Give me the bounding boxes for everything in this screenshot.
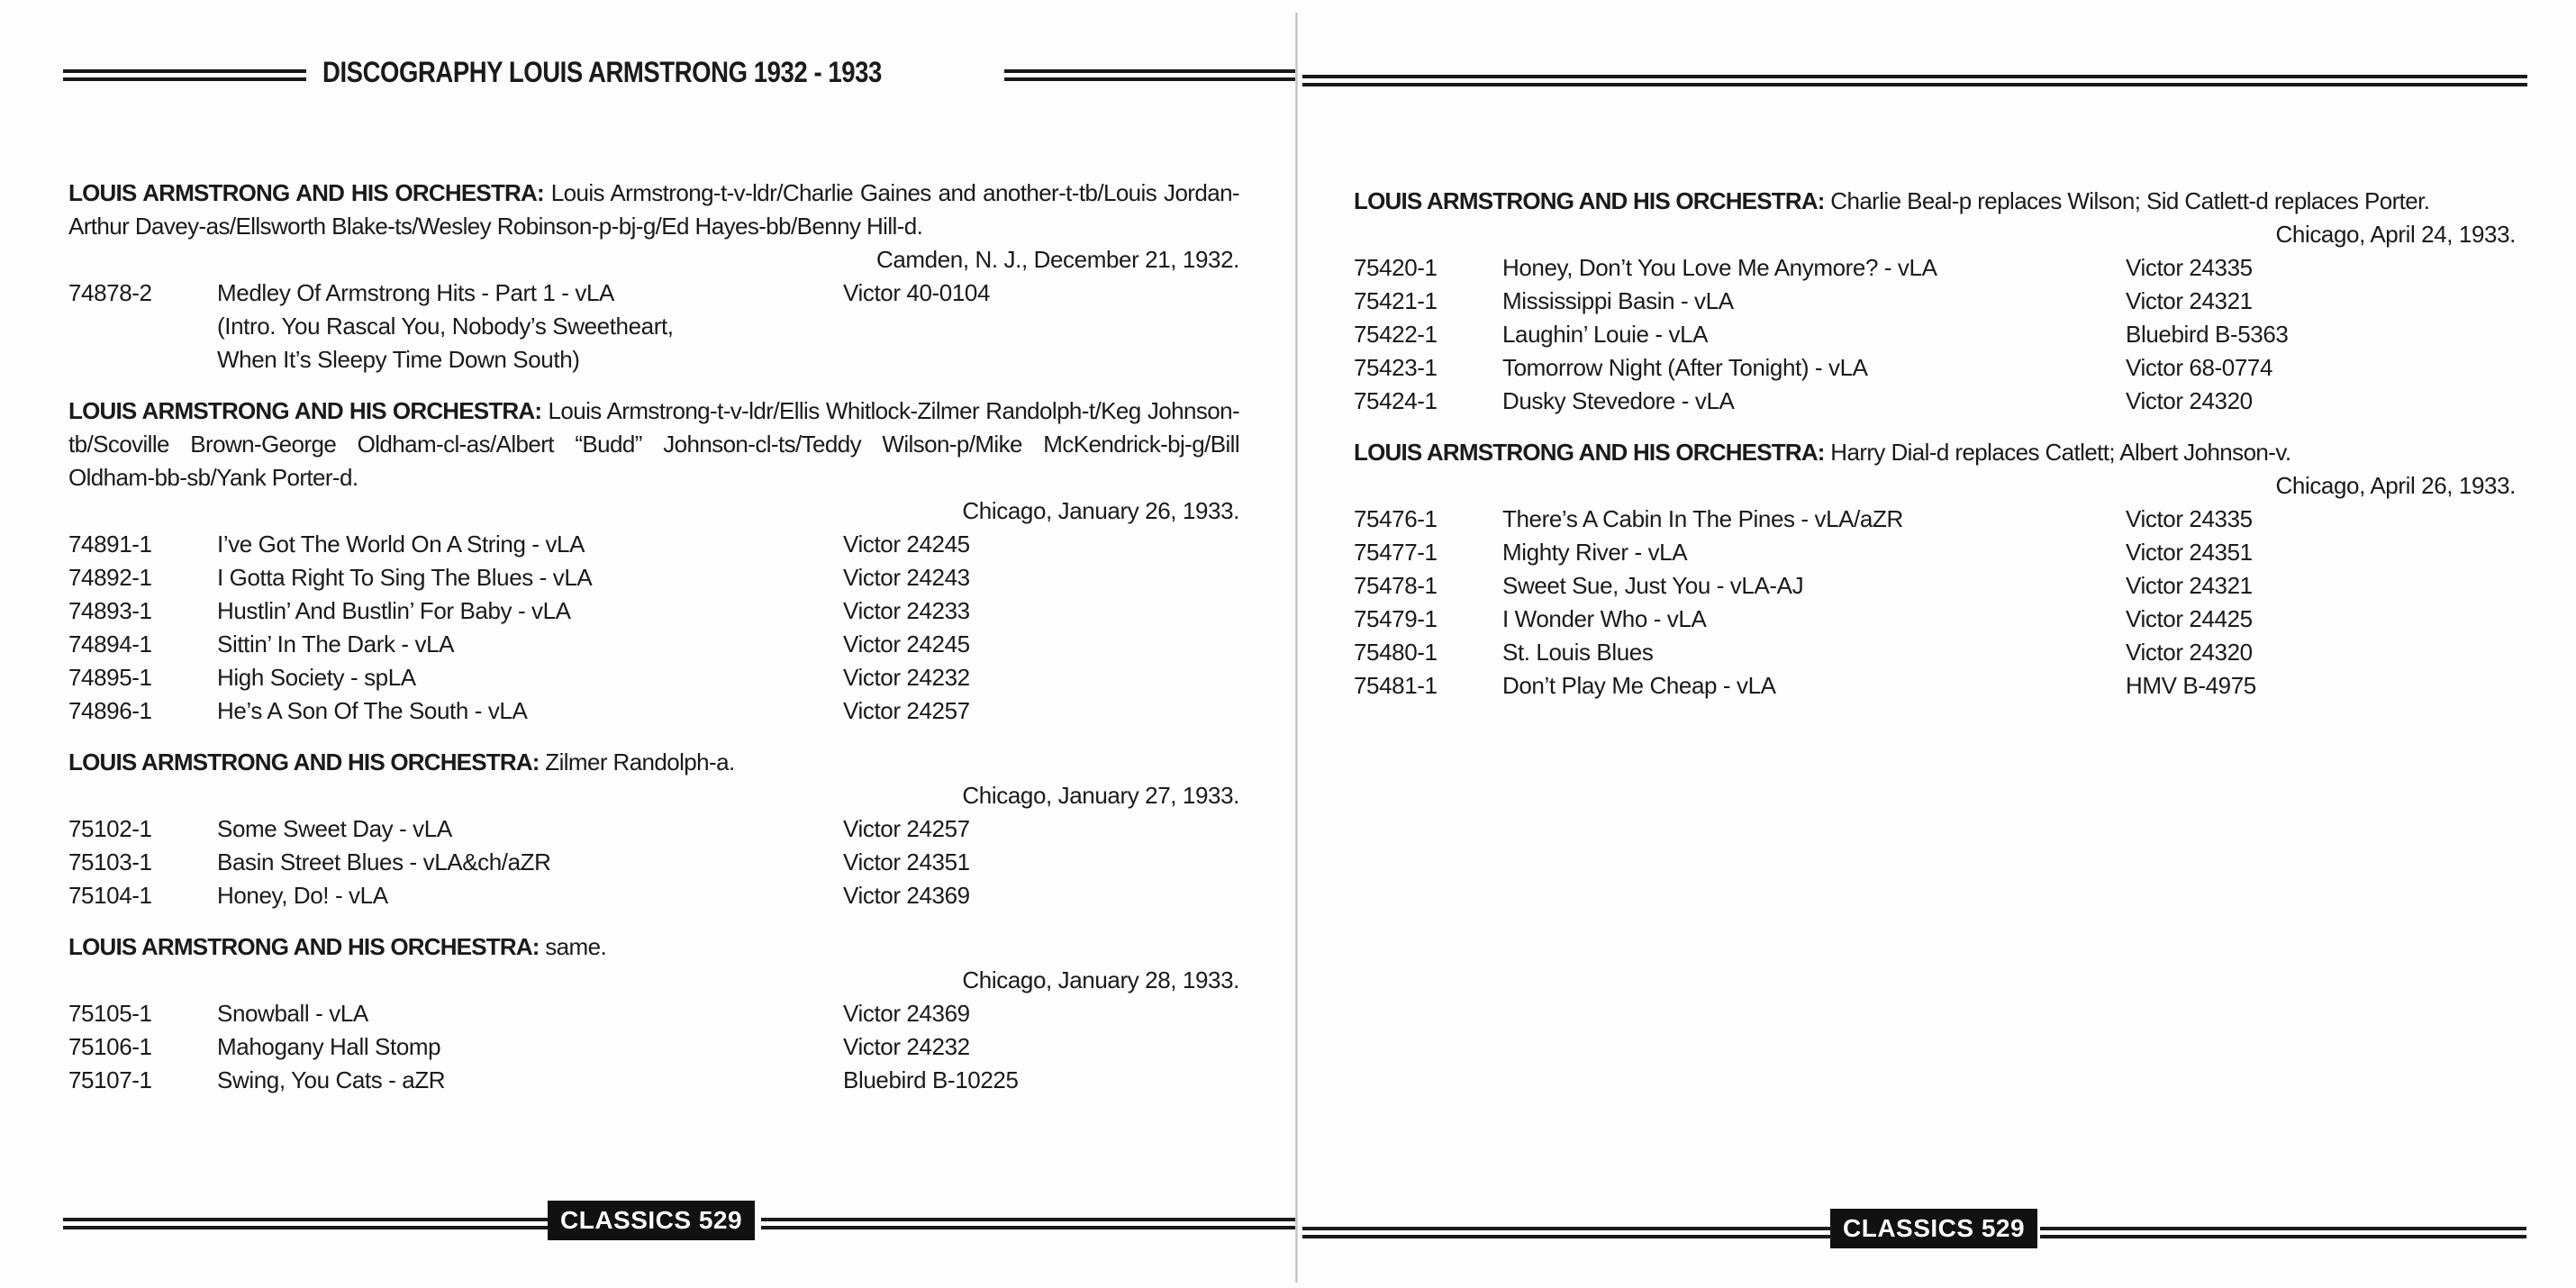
matrix-number: 74878-2 [68, 279, 152, 306]
record-label: Bluebird B-5363 [2126, 321, 2289, 348]
matrix-number: 75477-1 [1354, 539, 1438, 566]
band-name: LOUIS ARMSTRONG AND HIS ORCHESTRA: [68, 397, 542, 424]
matrix-number: 74895-1 [68, 664, 152, 691]
track-title: St. Louis Blues [1502, 639, 1654, 666]
track-title: Mahogany Hall Stomp [217, 1033, 441, 1060]
personnel: Louis Armstrong-t-v-ldr/Ellis Whitlock-Zilmer Randolph-t/Keg Johnson-tb/Scoville Brown-George Oldham-cl-as/Albert “Budd” Johnson-cl-ts/Teddy Wilson-p/Mike McKendrick-bj-g/Bill Oldham-bb-sb/Yank Porter-d. [68, 397, 1239, 491]
session-place-date: Chicago, April 24, 1933. [2275, 221, 2516, 248]
record-row [1354, 636, 2516, 669]
record-label: Victor 24232 [843, 664, 970, 691]
record-row [68, 277, 1239, 310]
page-title: DISCOGRAPHY LOUIS ARMSTRONG 1932 - 1933 [322, 56, 882, 88]
record-label: Victor 24245 [843, 630, 970, 658]
matrix-number: 75422-1 [1354, 321, 1438, 348]
session-place-date: Chicago, January 27, 1933. [962, 782, 1239, 809]
right-page [1297, 0, 2576, 1288]
track-title: I’ve Got The World On A String - vLA [217, 531, 585, 558]
record-label: Victor 24321 [2126, 572, 2253, 599]
record-row [68, 1030, 1239, 1064]
track-title: Some Sweet Day - vLA [217, 815, 452, 842]
record-row [68, 997, 1239, 1030]
record-row [68, 594, 1239, 628]
matrix-number: 74896-1 [68, 697, 152, 724]
record-label: Victor 24245 [843, 531, 970, 558]
track-title: Don’t Play Me Cheap - vLA [1502, 672, 1776, 699]
session-header [1354, 185, 2516, 218]
record-label: Victor 24369 [843, 1000, 970, 1027]
record-label: Victor 24257 [843, 815, 970, 842]
record-row [68, 561, 1239, 594]
record-label: Victor 24257 [843, 697, 970, 724]
classics-badge: CLASSICS 529 [1830, 1209, 2037, 1248]
track-title: There’s A Cabin In The Pines - vLA/aZR [1502, 505, 1903, 532]
record-label: Victor 24233 [843, 597, 970, 624]
matrix-number: 75424-1 [1354, 387, 1438, 414]
matrix-number: 74891-1 [68, 531, 152, 558]
matrix-number: 74892-1 [68, 564, 152, 591]
matrix-number: 74894-1 [68, 630, 152, 658]
session-header [68, 930, 1239, 964]
record-row [1354, 385, 2516, 418]
matrix-number: 74893-1 [68, 597, 152, 624]
left-discography [68, 177, 1239, 1115]
record-row [68, 846, 1239, 879]
track-title: Hustlin’ And Bustlin’ For Baby - vLA [217, 597, 571, 624]
session-header [68, 395, 1239, 494]
track-title: I Gotta Right To Sing The Blues - vLA [217, 564, 593, 591]
record-label: Victor 24351 [843, 848, 970, 875]
personnel: Louis Armstrong-t-v-ldr/Charlie Gaines and another-t-tb/Louis Jordan-Arthur Davey-as/Ellsworth Blake-ts/Wesley Robinson-p-bj-g/Ed Hayes-bb/Benny Hill-d. [68, 179, 1239, 240]
record-row [1354, 603, 2516, 636]
personnel: Charlie Beal-p replaces Wilson; Sid Catlett-d replaces Porter. [1830, 187, 2430, 214]
track-title: Mighty River - vLA [1502, 539, 1688, 566]
session-header [68, 177, 1239, 243]
track-title: I Wonder Who - vLA [1502, 605, 1707, 632]
classics-badge: CLASSICS 529 [548, 1201, 755, 1240]
record-label: Victor 24369 [843, 882, 970, 909]
record-label: Victor 24335 [2126, 254, 2253, 281]
matrix-number: 75104-1 [68, 882, 152, 909]
band-name: LOUIS ARMSTRONG AND HIS ORCHESTRA: [68, 933, 540, 960]
record-label: HMV B-4975 [2126, 672, 2256, 699]
record-label: Victor 40-0104 [843, 279, 991, 306]
record-row [1354, 536, 2516, 569]
record-row [1354, 569, 2516, 603]
session-place-date: Chicago, January 28, 1933. [962, 966, 1239, 993]
session-section [1354, 185, 2516, 418]
track-title: Tomorrow Night (After Tonight) - vLA [1502, 354, 1868, 381]
matrix-number: 75107-1 [68, 1066, 152, 1093]
record-label: Victor 68-0774 [2126, 354, 2273, 381]
title-rule-right [1004, 69, 1297, 81]
record-row [68, 694, 1239, 728]
track-title: Honey, Do! - vLA [217, 882, 388, 909]
record-row [68, 812, 1239, 846]
record-row [68, 879, 1239, 912]
matrix-number: 75476-1 [1354, 505, 1438, 532]
matrix-number: 75103-1 [68, 848, 152, 875]
matrix-number: 75106-1 [68, 1033, 152, 1060]
track-title: Laughin’ Louie - vLA [1502, 321, 1709, 348]
band-name: LOUIS ARMSTRONG AND HIS ORCHESTRA: [68, 179, 544, 206]
band-name: LOUIS ARMSTRONG AND HIS ORCHESTRA: [68, 748, 540, 776]
track-title: High Society - spLA [217, 664, 416, 691]
record-label: Victor 24351 [2126, 539, 2253, 566]
footer-rule-right [761, 1218, 1297, 1229]
track-title: He’s A Son Of The South - vLA [217, 697, 528, 724]
personnel: Zilmer Randolph-a. [545, 748, 735, 776]
track-title: Dusky Stevedore - vLA [1502, 387, 1735, 414]
record-row [1354, 285, 2516, 318]
track-title: Snowball - vLA [217, 1000, 368, 1027]
track-title: Honey, Don’t You Love Me Anymore? - vLA [1502, 254, 1937, 281]
record-row [1354, 503, 2516, 536]
footer-rule-left [63, 1218, 549, 1229]
footer-rule-right [2040, 1227, 2526, 1238]
session-header [68, 746, 1239, 779]
record-label: Victor 24425 [2126, 605, 2253, 632]
matrix-number: 75421-1 [1354, 287, 1438, 314]
band-name: LOUIS ARMSTRONG AND HIS ORCHESTRA: [1354, 439, 1825, 466]
record-row [68, 528, 1239, 561]
track-title: Medley Of Armstrong Hits - Part 1 - vLA [217, 279, 614, 306]
record-label: Victor 24335 [2126, 505, 2253, 532]
session-place-date: Chicago, January 26, 1933. [962, 497, 1239, 524]
record-row [1354, 351, 2516, 385]
record-label: Victor 24243 [843, 564, 970, 591]
record-row [68, 628, 1239, 661]
right-discography [1354, 185, 2516, 721]
medley-note: When It’s Sleepy Time Down South) [217, 346, 580, 373]
matrix-number: 75105-1 [68, 1000, 152, 1027]
record-row [1354, 669, 2516, 703]
matrix-number: 75423-1 [1354, 354, 1438, 381]
record-row [68, 1064, 1239, 1097]
track-title: Basin Street Blues - vLA&ch/aZR [217, 848, 551, 875]
matrix-number: 75480-1 [1354, 639, 1438, 666]
record-row [68, 661, 1239, 694]
session-place-date: Camden, N. J., December 21, 1932. [875, 246, 1239, 273]
session-place-date: Chicago, April 26, 1933. [2275, 472, 2516, 499]
medley-note: (Intro. You Rascal You, Nobody’s Sweetheart, [217, 313, 674, 340]
matrix-number: 75479-1 [1354, 605, 1438, 632]
personnel: same. [545, 933, 607, 960]
track-title: Swing, You Cats - aZR [217, 1066, 446, 1093]
session-section [1354, 436, 2516, 703]
track-title: Mississippi Basin - vLA [1502, 287, 1734, 314]
track-title: Sweet Sue, Just You - vLA-AJ [1502, 572, 1804, 599]
session-header [1354, 436, 2516, 469]
record-label: Victor 24232 [843, 1033, 970, 1060]
matrix-number: 75102-1 [68, 815, 152, 842]
personnel: Harry Dial-d replaces Catlett; Albert Johnson-v. [1830, 439, 2291, 466]
record-row [1354, 318, 2516, 351]
session-section [68, 930, 1239, 1097]
session-section [68, 177, 1239, 376]
band-name: LOUIS ARMSTRONG AND HIS ORCHESTRA: [1354, 187, 1825, 214]
top-rule [1302, 75, 2527, 86]
session-section [68, 746, 1239, 912]
record-label: Victor 24320 [2126, 639, 2253, 666]
matrix-number: 75481-1 [1354, 672, 1438, 699]
session-section [68, 395, 1239, 728]
record-row [1354, 251, 2516, 285]
track-title: Sittin’ In The Dark - vLA [217, 630, 455, 658]
record-label: Victor 24320 [2126, 387, 2253, 414]
title-rule-left [63, 69, 306, 81]
matrix-number: 75420-1 [1354, 254, 1438, 281]
record-label: Victor 24321 [2126, 287, 2253, 314]
footer-rule-left [1302, 1227, 1834, 1238]
record-label: Bluebird B-10225 [843, 1066, 1019, 1093]
matrix-number: 75478-1 [1354, 572, 1438, 599]
